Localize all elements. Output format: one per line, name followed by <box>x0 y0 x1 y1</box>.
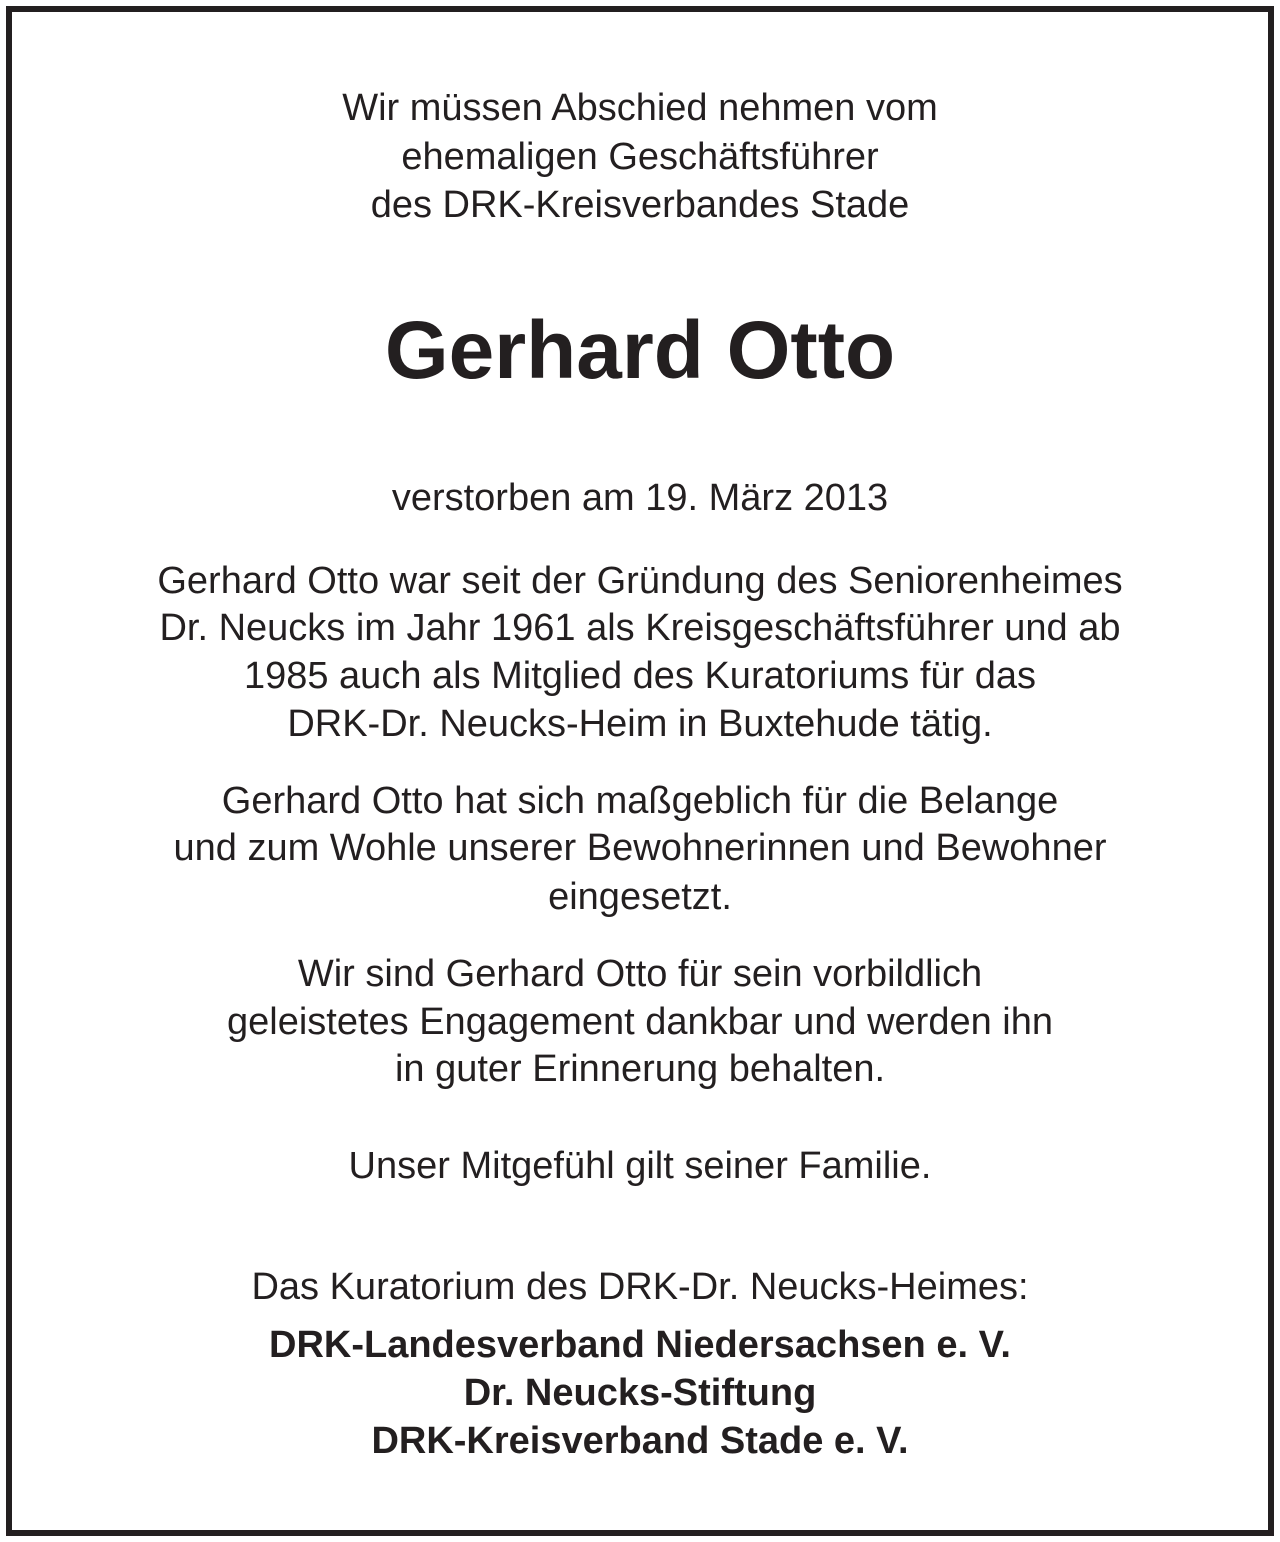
paragraph-3-line-1: Wir sind Gerhard Otto für sein vorbildlich <box>297 953 983 995</box>
signatory-3: DRK-Kreisverband Stade e. V. <box>371 1420 909 1462</box>
paragraph-1-line-3: 1985 auch als Mitglied des Kuratoriums für das <box>243 655 1037 697</box>
paragraph-3-line-3: in guter Erinnerung behalten. <box>394 1048 886 1090</box>
death-date: verstorben am 19. März 2013 <box>391 477 889 519</box>
intro-line-2: ehemaligen Geschäftsführer <box>401 136 879 178</box>
paragraph-3-line-2: geleistetes Engagement dankbar und werden ihn <box>226 1001 1054 1043</box>
sympathy-line: Unser Mitgefühl gilt seiner Familie. <box>348 1145 932 1187</box>
paragraph-1-line-2: Dr. Neucks im Jahr 1961 als Kreisgeschäftsführer und ab <box>159 607 1121 649</box>
signatory-intro: Das Kuratorium des DRK-Dr. Neucks-Heimes: <box>251 1266 1029 1308</box>
obituary-notice <box>6 6 1274 1536</box>
paragraph-2-line-2: und zum Wohle unserer Bewohnerinnen und Bewohner <box>173 827 1107 869</box>
paragraph-1-line-1: Gerhard Otto war seit der Gründung des Seniorenheimes <box>157 560 1123 602</box>
paragraph-2-line-1: Gerhard Otto hat sich maßgeblich für die Belange <box>221 780 1059 822</box>
signatory-2: Dr. Neucks-Stiftung <box>463 1372 817 1414</box>
deceased-name: Gerhard Otto <box>384 305 896 396</box>
paragraph-1-line-4: DRK-Dr. Neucks-Heim in Buxtehude tätig. <box>287 703 993 745</box>
paragraph-2-line-3: eingesetzt. <box>548 876 732 918</box>
intro-line-1: Wir müssen Abschied nehmen vom <box>342 87 938 129</box>
signatory-1: DRK-Landesverband Niedersachsen e. V. <box>269 1324 1011 1366</box>
intro-line-3: des DRK-Kreisverbandes Stade <box>370 184 910 226</box>
